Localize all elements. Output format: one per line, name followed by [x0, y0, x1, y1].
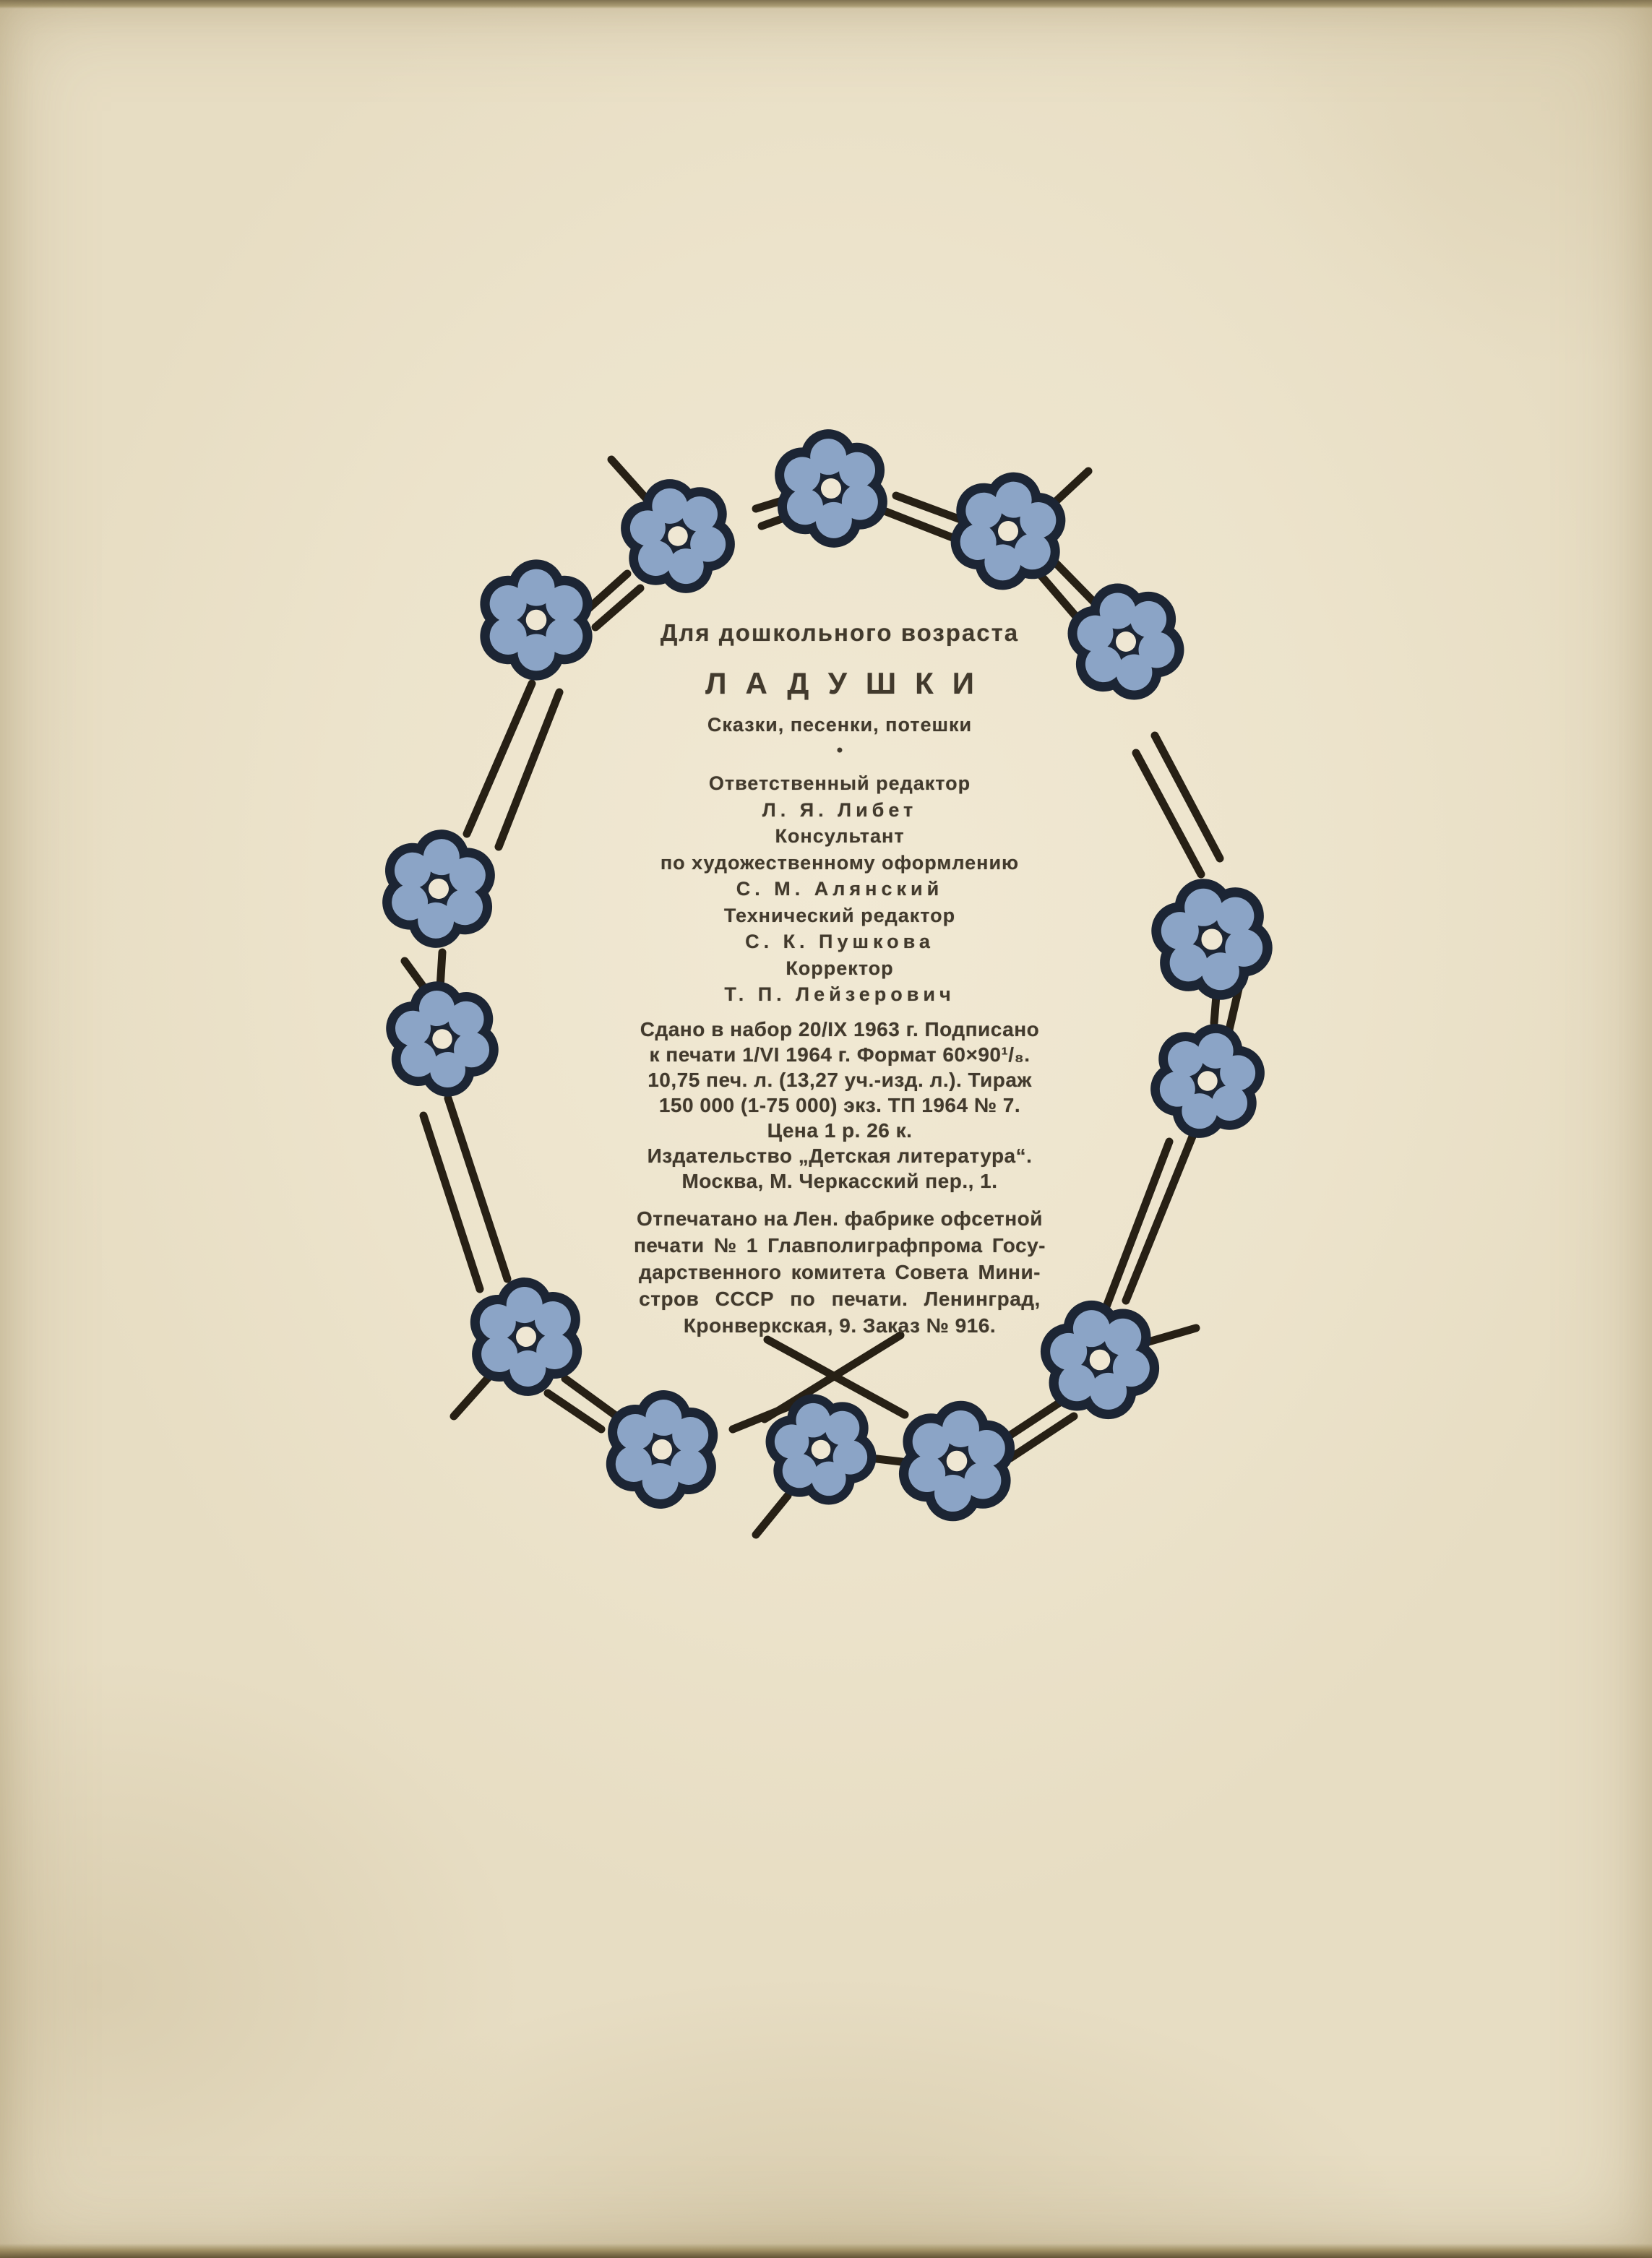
printing-line: Кронверкская, 9. Заказ № 916. [683, 1314, 997, 1337]
imprint-line: к печати 1/VI 1964 г. Формат 60×90¹/₈. [649, 1043, 1031, 1066]
flower-icon [381, 978, 504, 1101]
imprint-line: 150 000 (1-75 000) экз. ТП 1964 № 7. [658, 1093, 1021, 1116]
printing-line: Отпечатано на Лен. фабрике офсетной [636, 1207, 1043, 1230]
credit-line: Ответственный редактор [708, 772, 971, 794]
flower-stem [454, 1376, 490, 1416]
imprint-line: 10,75 печ. л. (13,27 уч.-изд. л.). Тираж [648, 1068, 1032, 1091]
flower-icon [364, 814, 513, 963]
credit-name: С. К. Пушкова [745, 931, 934, 952]
flower-stem [1155, 736, 1220, 858]
credit-line: Корректор [786, 957, 894, 979]
flower-stem [423, 1116, 480, 1289]
flower-stem [467, 684, 532, 834]
publisher-address-line: Москва, М. Черкасский пер., 1. [681, 1169, 998, 1192]
credit-line: по художественному оформлению [660, 851, 1020, 874]
credit-name: Л. Я. Либет [762, 798, 918, 821]
flower-stem [1010, 1416, 1074, 1458]
imprint-line: Сдано в набор 20/IX 1963 г. Подписано [640, 1017, 1040, 1040]
imprint-price-line: Цена 1 р. 26 к. [767, 1119, 913, 1142]
credit-name: Т. П. Лейзерович [724, 983, 955, 1005]
printing-line: стров СССР по печати. Ленинград, [639, 1287, 1041, 1310]
credits-block [587, 770, 1093, 1008]
age-label: Для дошкольного возраста [660, 619, 1020, 646]
flower-stem [611, 460, 648, 500]
credit-line: Технический редактор [723, 904, 956, 926]
flower-stem [1136, 753, 1201, 874]
flower-icon [621, 479, 735, 593]
credit-line: Консультант [775, 825, 905, 847]
printing-line: печати № 1 Главполиграфпрома Госу- [634, 1233, 1046, 1257]
book-subtitle: Сказки, песенки, потешки [707, 714, 973, 736]
flower-stem [499, 692, 559, 847]
flower-icon [1151, 879, 1272, 999]
separator-dot: • [836, 741, 843, 760]
printing-block [587, 1205, 1093, 1339]
publisher-line: Издательство „Детская литература“. [647, 1144, 1033, 1167]
printing-line: дарственного комитета Совета Мини- [639, 1260, 1041, 1283]
colophon-text-block [587, 619, 1093, 1339]
flower-icon [1130, 1003, 1286, 1159]
flower-icon [764, 421, 899, 556]
page-edge-bottom [0, 2244, 1652, 2258]
flower-stem [1214, 996, 1216, 1023]
flower-stem [448, 1098, 507, 1279]
flower-icon [879, 1384, 1034, 1538]
flower-stem [756, 1496, 788, 1535]
book-title: ЛАДУШКИ [705, 666, 993, 700]
page-edge-top [0, 0, 1652, 9]
flower-icon [589, 1376, 736, 1523]
imprint-block [587, 1017, 1093, 1194]
flower-icon [931, 454, 1085, 608]
credit-name: С. М. Алянский [736, 878, 944, 900]
